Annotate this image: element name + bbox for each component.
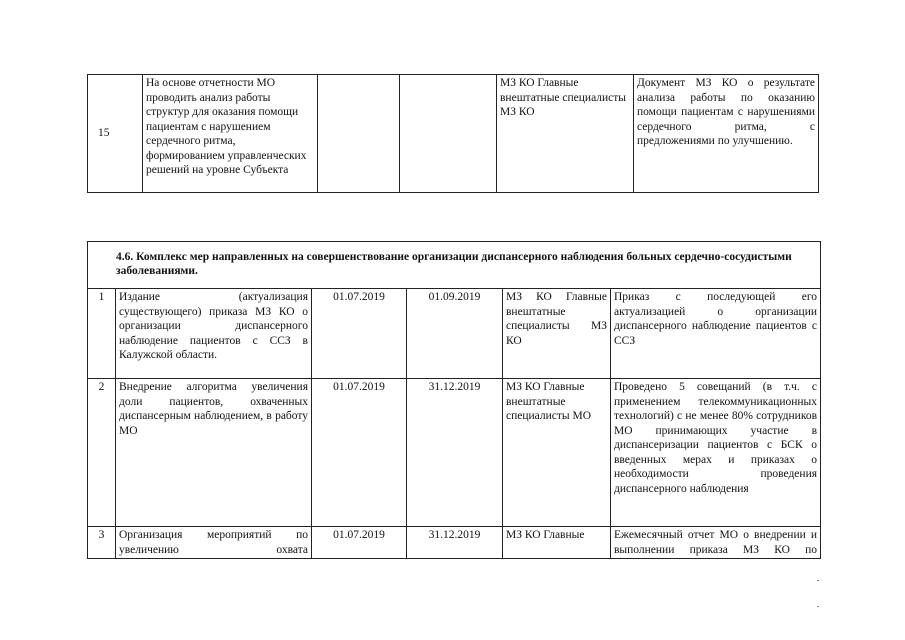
result-cell: Приказ с последующей его актуализацией о организации диспансерного наблюдение пациентов с ССЗ (611, 289, 821, 379)
measures-table-section-4-6 (87, 241, 821, 559)
result-cell: Проведено 5 совещаний (в т.ч. с применением телекоммуникационных технологий) с не менее 80% сотрудников МО принимающих участие в диспансеризации пациентов с БСК о введенных мерах и приказах о необходимости проведения диспансерного наблюдения (611, 379, 821, 527)
start-date-cell: 01.07.2019 (312, 527, 407, 559)
result-cell: Ежемесячный отчет МО о внедрении и выполнении приказа МЗ КО по (611, 527, 821, 559)
end-date-cell: 31.12.2019 (407, 527, 503, 559)
measure-cell: Организация мероприятий по увеличению охвата (116, 527, 312, 559)
measure-cell: Издание (актуализация существующего) приказа МЗ КО о организации диспансерного наблюдение пациентов с ССЗ в Калужской области. (116, 289, 312, 379)
responsible-cell: МЗ КО Главные внештатные специалисты МЗ КО (497, 75, 634, 193)
measure-cell: На основе отчетности МО проводить анализ работы структур для оказания помощи пациентам с нарушением сердечного ритма, формированием управленческих решений на уровне Субъекта (143, 75, 318, 193)
responsible-cell: МЗ КО Главные внештатные специалисты МЗ КО (503, 289, 611, 379)
table-row (88, 75, 819, 193)
end-date-cell: 01.09.2019 (407, 289, 503, 379)
responsible-cell: МЗ КО Главные внештатные специалисты МО (503, 379, 611, 527)
end-date-cell: 31.12.2019 (407, 379, 503, 527)
row-number: 1 (88, 289, 116, 379)
scan-speck (817, 580, 819, 581)
responsible-cell: МЗ КО Главные (503, 527, 611, 559)
section-title: 4.6. Комплекс мер направленных на совершенствование организации диспансерного наблюдения больных сердечно-сосудистыми заболеваниями. (88, 242, 821, 289)
section-header-row (88, 242, 821, 289)
result-cell: Документ МЗ КО о результате анализа работы по оказанию помощи пациентам с нарушениями сердечного ритма, с предложениями по улучшению. (634, 75, 819, 193)
start-date-cell (318, 75, 400, 193)
start-date-cell: 01.07.2019 (312, 379, 407, 527)
row-number: 15 (88, 75, 143, 193)
start-date-cell: 01.07.2019 (312, 289, 407, 379)
end-date-cell (400, 75, 497, 193)
table-row (88, 379, 821, 527)
measures-table-top (87, 74, 819, 193)
measure-cell: Внедрение алгоритма увеличения доли пациентов, охваченных диспансерным наблюдением, в работу МО (116, 379, 312, 527)
row-number: 3 (88, 527, 116, 559)
table-row (88, 527, 821, 559)
row-number: 2 (88, 379, 116, 527)
scan-speck (817, 606, 819, 607)
table-row (88, 289, 821, 379)
